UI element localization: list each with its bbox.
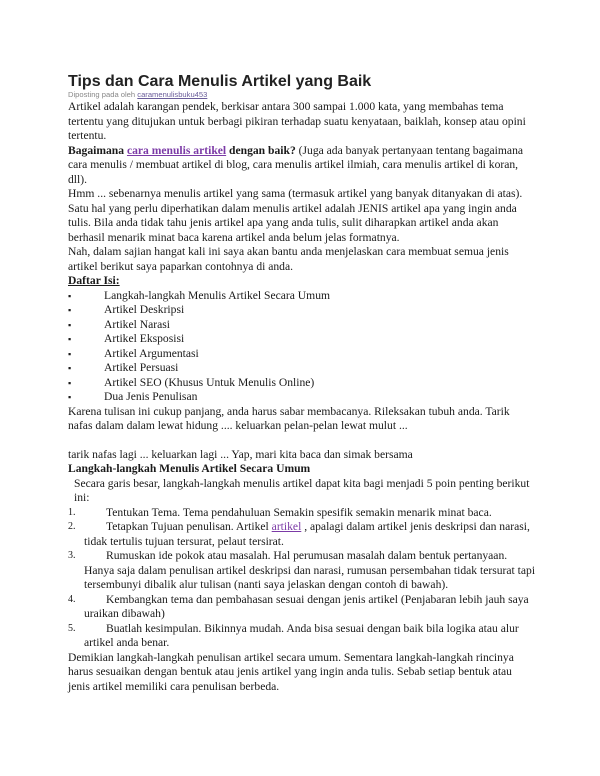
- step-item: [68, 506, 536, 521]
- article-body: [68, 73, 536, 694]
- step-number: 4.: [68, 593, 76, 605]
- meta-prefix: Diposting pada oleh: [68, 90, 136, 99]
- step-text: Kembangkan tema dan pembahasan sesuai dengan jenis artikel (Penjabaran lebih jauh saya uraikan dibawah): [84, 592, 529, 620]
- step-text: Tentukan Tema. Tema pendahuluan Semakin spesifik semakin menarik minat baca.: [106, 505, 492, 519]
- step-item: [68, 593, 536, 622]
- toc-title: Daftar Isi:: [68, 274, 120, 287]
- post-meta: [68, 90, 536, 100]
- toc-item[interactable]: [68, 289, 536, 304]
- step-number: 5.: [68, 622, 76, 634]
- toc-item-label: Artikel Persuasi: [104, 361, 179, 374]
- artikel-link[interactable]: artikel: [271, 520, 302, 533]
- bullet-icon: ▪: [68, 348, 72, 359]
- step-text-post: , apalagi dalam artikel jenis deskripsi dan narasi, tidak tertulis tujuan tersurat, pelaut tersirat.: [84, 520, 530, 548]
- toc-item[interactable]: [68, 303, 536, 318]
- section-intro: Secara garis besar, langkah-langkah menulis artikel dapat kita bagi menjadi 5 poin penting berikut ini:: [74, 476, 530, 504]
- step-item: [68, 549, 536, 593]
- toc-item-label: Artikel Eksposisi: [104, 332, 185, 345]
- step-number: 1.: [68, 506, 76, 518]
- step-number: 2.: [68, 521, 76, 532]
- question-post: dengan baik?: [229, 143, 296, 157]
- question-rest: (Juga ada banyak pertanyaan tentang bagaimana cara menulis / membuat artikel di blog, cara menulis artikel ilmiah, cara menulis artikel di koran, dll).: [68, 143, 524, 186]
- paragraph-sajian: Nah, dalam sajian hangat kali ini saya akan bantu anda menjelaskan cara membuat semua jenis artikel berikut saya paparkan contohnya di anda.: [68, 245, 509, 273]
- toc-item[interactable]: [68, 361, 536, 376]
- toc-item[interactable]: [68, 376, 536, 391]
- paragraph-jenis: Hmm ... sebenarnya menulis artikel yang sama (termasuk artikel yang banyak ditanyakan di atas). Satu hal yang perlu diperhatikan dalam menulis artikel adalah JENIS artikel apa yang ingin anda tulis. Bila anda tidak tahu jenis artikel apa yang anda tulis, sulit diharapkan artikel anda akan berhasil menarik minat baca karena artikel anda belum jelas formatnya.: [68, 187, 523, 244]
- toc-item[interactable]: [68, 318, 536, 333]
- bullet-icon: ▪: [68, 319, 72, 330]
- bullet-icon: ▪: [68, 377, 72, 388]
- cara-menulis-artikel-link[interactable]: cara menulis artikel: [126, 143, 227, 157]
- bullet-icon: ▪: [68, 363, 72, 373]
- toc-item[interactable]: [68, 390, 536, 405]
- paragraph-rileks: Karena tulisan ini cukup panjang, anda harus sabar membacanya. Rileksakan tubuh anda. Tarik nafas dalam dalam lewat hidung .... keluarkan pelan-pelan lewat mulut ...: [68, 404, 510, 432]
- spacer: [68, 434, 536, 448]
- toc-item-label: Artikel Narasi: [104, 317, 170, 331]
- step-text: Buatlah kesimpulan. Bikinnya mudah. Anda bisa sesuai dengan baik bila logika atau alur artikel anda benar.: [84, 621, 519, 649]
- step-item: [68, 622, 536, 651]
- intro-paragraph: Artikel adalah karangan pendek, berkisar antara 300 sampai 1.000 kata, yang membahas tema tertentu yang ditujukan untuk berbagi pikiran terhadap suatu kenyataan, baiklah, konsep atau opini tertentu.: [68, 100, 526, 142]
- author-link[interactable]: caramenulisbuku453: [137, 90, 208, 99]
- step-text-pre: Tetapkan Tujuan penulisan. Artikel: [106, 520, 272, 533]
- bullet-icon: ▪: [68, 392, 72, 402]
- step-item: [68, 520, 536, 549]
- question-pre: Bagaimana: [68, 143, 125, 157]
- toc-item-label: Langkah-langkah Menulis Artikel Secara Umum: [104, 288, 331, 302]
- toc-item-label: Artikel SEO (Khusus Untuk Menulis Online): [104, 375, 315, 389]
- bullet-icon: ▪: [68, 305, 72, 315]
- toc-item-label: Artikel Argumentasi: [104, 346, 199, 360]
- steps-list: [68, 506, 536, 651]
- section-title: Langkah-langkah Menulis Artikel Secara Umum: [68, 462, 311, 475]
- closing-paragraph: Demikian langkah-langkah penulisan artikel secara umum. Sementara langkah-langkah rincinya harus sesuaikan dengan bentuk atau jenis artikel yang ingin anda tulis. Sebab setiap bentuk atau jenis artikel memiliki cara penulisan berbeda.: [68, 650, 514, 693]
- step-text: [84, 520, 536, 549]
- toc-item-label: Artikel Deskripsi: [104, 303, 185, 316]
- toc-item-label: Dua Jenis Penulisan: [104, 390, 198, 403]
- table-of-contents: [68, 289, 536, 405]
- paragraph-tarik-nafas: tarik nafas lagi ... keluarkan lagi ... Yap, mari kita baca dan simak bersama: [68, 447, 413, 461]
- article-title: Tips dan Cara Menulis Artikel yang Baik: [68, 73, 372, 90]
- step-number: 3.: [68, 550, 76, 561]
- question-paragraph: [68, 144, 536, 188]
- bullet-icon: ▪: [68, 334, 72, 344]
- toc-item[interactable]: [68, 347, 536, 362]
- bullet-icon: ▪: [68, 290, 72, 301]
- step-text: Rumuskan ide pokok atau masalah. Hal perumusan masalah dalam bentuk pertanyaan. Hanya saja dalam penulisan artikel deskripsi dan narasi, rumusan persembahan tidak tersurat tapi tersembunyi dibalik alur tulisan (nanti saya jelaskan dengan contoh di bawah).: [84, 549, 536, 591]
- toc-item[interactable]: [68, 332, 536, 347]
